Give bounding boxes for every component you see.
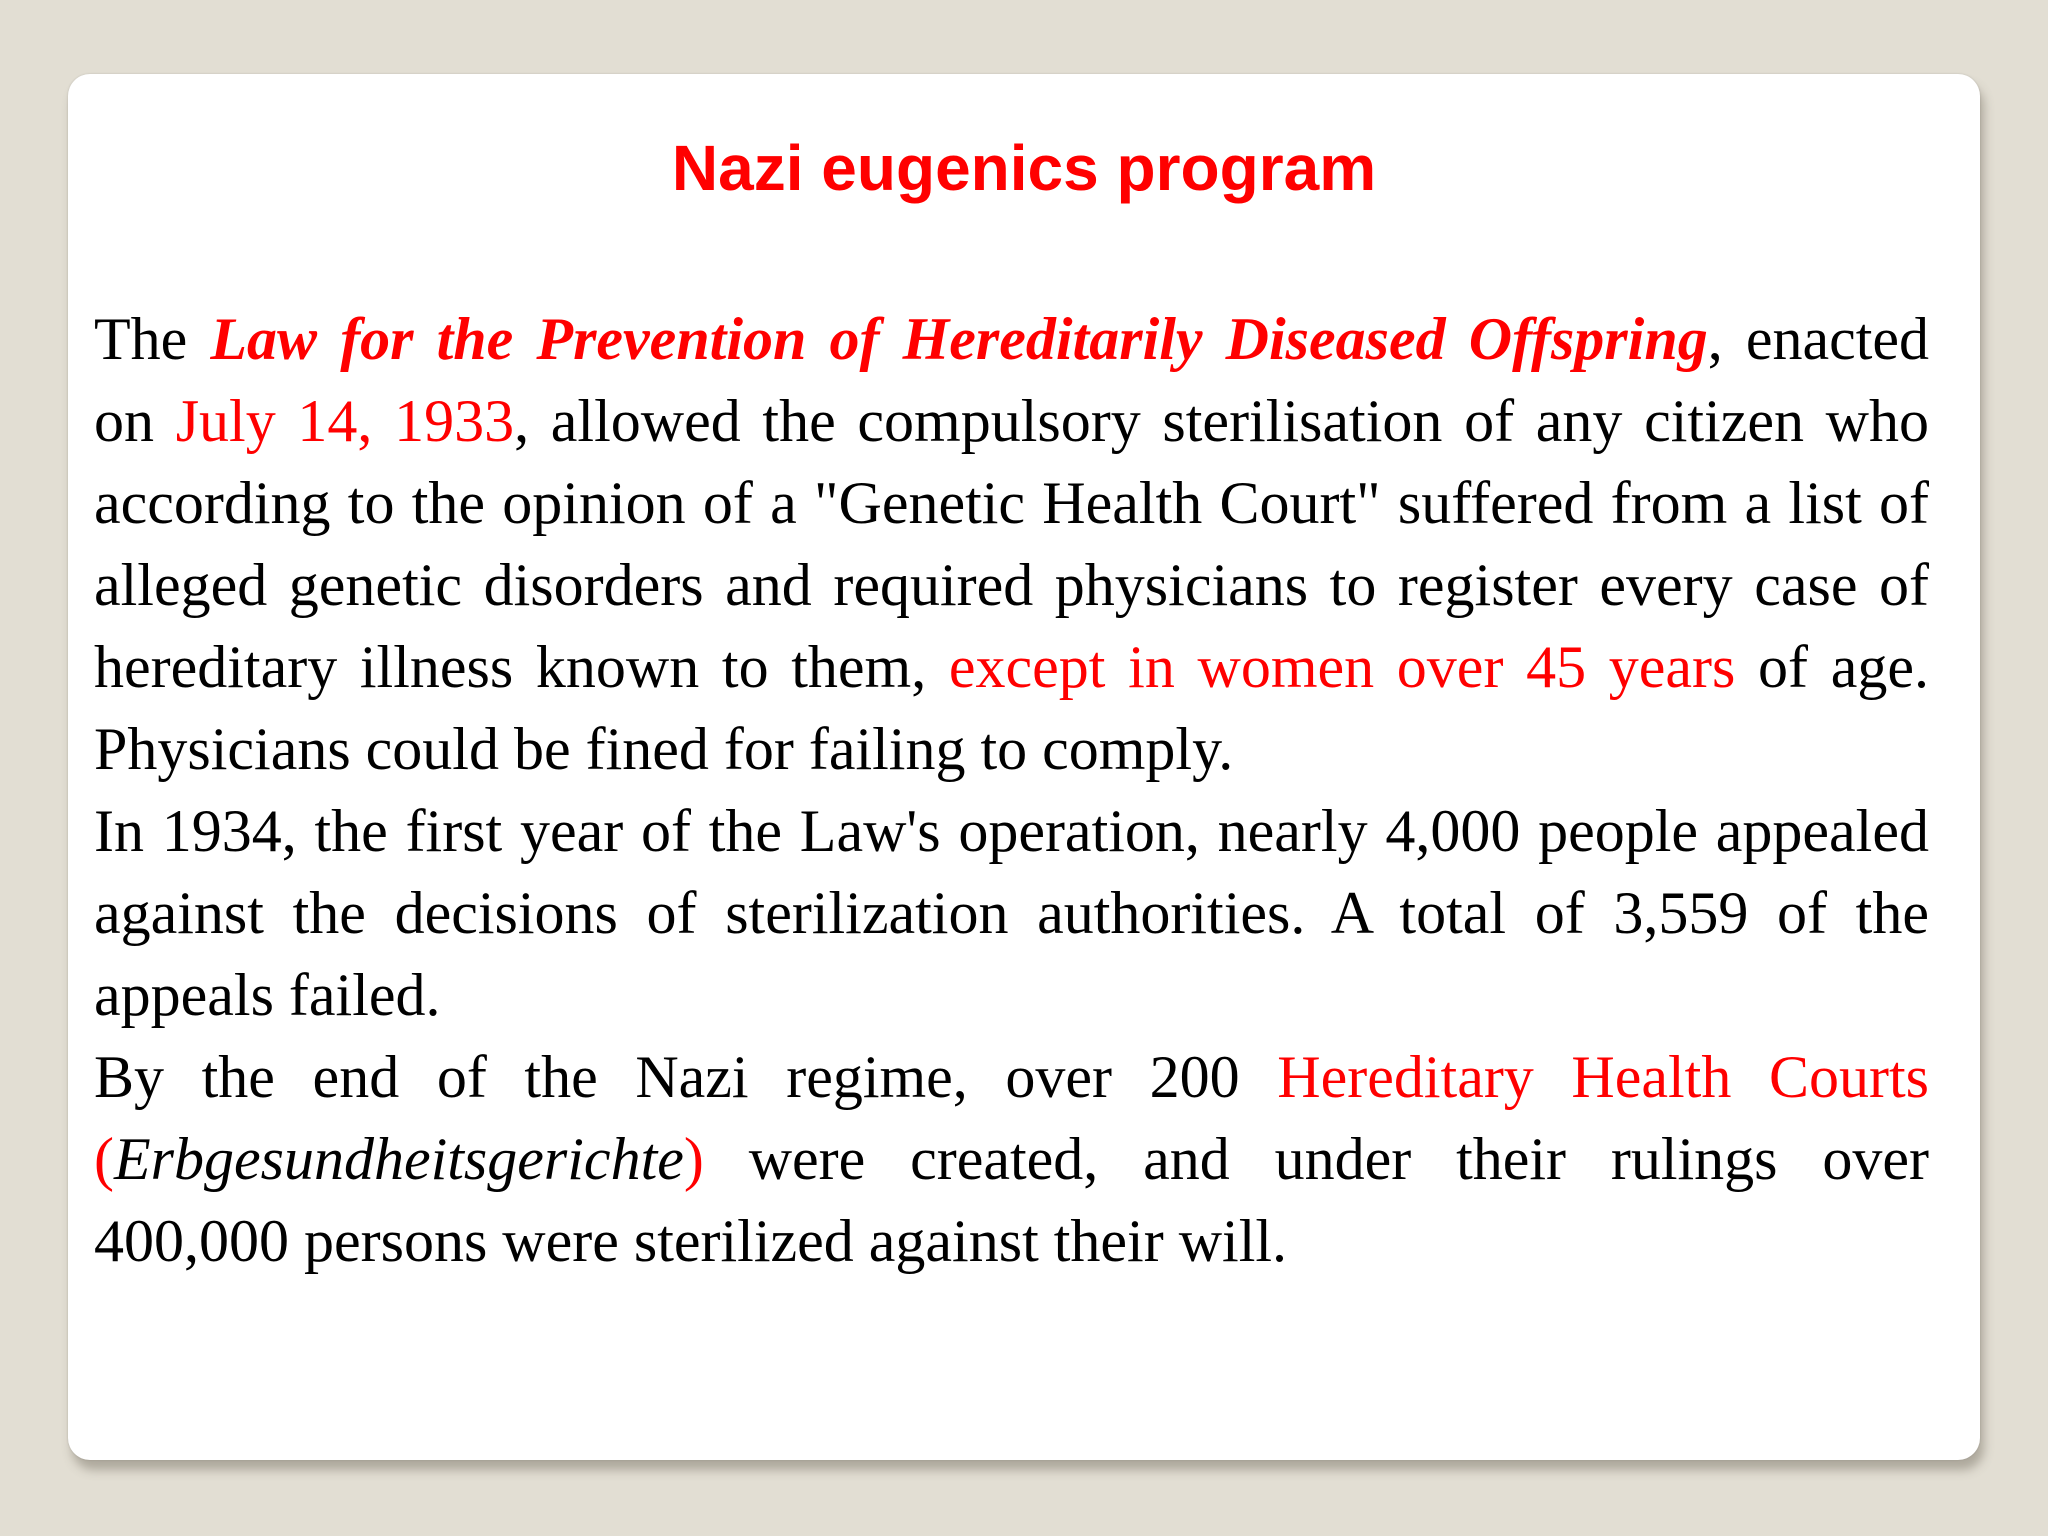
paragraph-law	[94, 298, 1929, 790]
courts-name: Hereditary Health Courts (	[94, 1044, 1929, 1192]
text-run: were created, and under their rulings over 400,000 persons were sterilized against their will.	[94, 1126, 1929, 1274]
courts-close: )	[683, 1126, 704, 1192]
paragraph-courts	[94, 1036, 1929, 1282]
text-run: of age. Physicians could be fined for failing to comply.	[94, 634, 1929, 782]
paragraph-appeals	[94, 790, 1929, 1036]
enactment-date: July 14, 1933	[175, 388, 515, 454]
slide-title: Nazi eugenics program	[671, 132, 1377, 204]
slide-body	[94, 298, 1929, 1282]
law-name: Law for the Prevention of Hereditarily Diseased Offspring	[210, 306, 1708, 372]
text-run: By the end of the Nazi regime, over 200	[94, 1044, 1278, 1110]
text-run: The	[94, 306, 211, 372]
slide-card	[68, 74, 1980, 1460]
text-run: , enacted on	[94, 306, 1930, 454]
german-term: Erbgesundheitsgerichte	[113, 1126, 684, 1192]
text-run: , allowed the compulsory sterilisation of any citizen who according to the opinion of a "Genetic Health Court" suffered from a list of alleged genetic disorders and required physicians to register every case of hereditary illness known to them,	[94, 388, 1929, 700]
age-exception: except in women over 45 years	[948, 634, 1736, 700]
text-run: In 1934, the first year of the Law's operation, nearly 4,000 people appealed against the decisions of sterilization authorities. A total of 3,559 of the appeals failed.	[94, 798, 1929, 1028]
